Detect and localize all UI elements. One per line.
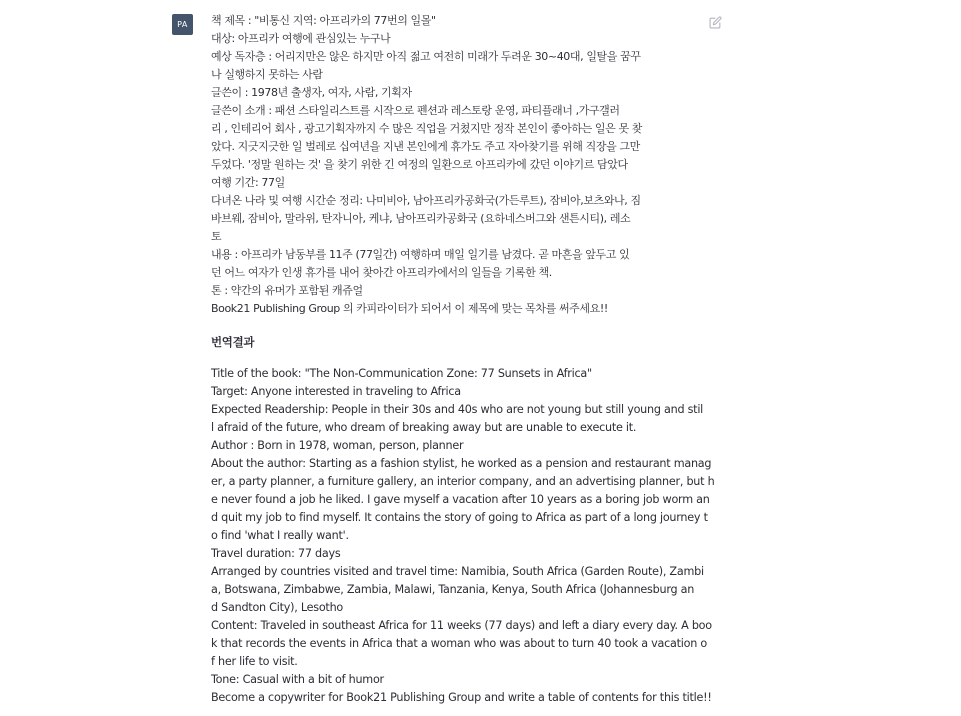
message-line: 나 실행하지 못하는 사람 [211, 68, 323, 81]
message-line: 두었다. '정말 원하는 것' 을 찾기 위한 긴 여정의 일환으로 아프리카에 갔던 이야기르 담았다 [211, 158, 628, 171]
message-line: 책 제목 : "비통신 지역: 아프리카의 77번의 일몰" [211, 14, 436, 27]
message-line: 여행 기간: 77일 [211, 176, 285, 189]
message-line: 글쓴이 : 1978년 출생자, 여자, 사람, 기획자 [211, 86, 412, 99]
message-line: 았다. 지긋지긋한 일 벌레로 십여년을 지낸 본인에게 휴가도 주고 자아찾기를 위해 직장을 그만 [211, 140, 640, 153]
message-line: Book21 Publishing Group 의 카피라이터가 되어서 이 제목에 맞는 목차를 써주세요!! [211, 302, 608, 315]
message-line: d quit my job to find myself. It contains the story of going to Africa as part of a long journey t [211, 511, 708, 524]
message-line: Title of the book: "The Non-Communication Zone: 77 Sunsets in Africa" [211, 367, 592, 380]
message-line: Arranged by countries visited and travel time: Namibia, South Africa (Garden Route), Zambi [211, 565, 704, 578]
message-line: d Sandton City), Lesotho [211, 601, 344, 614]
message-line: o find 'what I really want'. [211, 529, 349, 542]
message-line: 바브웨, 잠비아, 말라위, 탄자니아, 케냐, 남아프리카공화국 (요하네스버그와 샌튼시티), 레소 [211, 212, 631, 225]
message-line: er, a party planner, a furniture gallery, an interior company, and an advertising planner, but h [211, 475, 715, 488]
translation-result-heading: 번역결과 [211, 335, 255, 349]
english-translation-text [211, 365, 715, 707]
message-line: Tone: Casual with a bit of humor [211, 673, 384, 686]
message-line: 던 어느 여자가 인생 휴가를 내어 찾아간 아프리카에서의 일들을 기록한 책. [211, 266, 552, 279]
message-line: Become a copywriter for Book21 Publishing Group and write a table of contents for this title!! [211, 691, 712, 704]
user-message-body [211, 12, 715, 707]
message-line: l afraid of the future, who dream of breaking away but are unable to execute it. [211, 421, 637, 434]
message-line: About the author: Starting as a fashion stylist, he worked as a pension and restaurant manag [211, 457, 712, 470]
message-line: f her life to visit. [211, 655, 298, 668]
message-line: 토 [211, 230, 222, 243]
message-line: Author : Born in 1978, woman, person, planner [211, 439, 464, 452]
message-line: Expected Readership: People in their 30s and 40s who are not young but still young and stil [211, 403, 704, 416]
message-line: 내용 : 아프리카 남동부를 11주 (77일간) 여행하며 매일 일기를 남겼다. 곧 마흔을 앞두고 있 [211, 248, 630, 261]
message-line: 글쓴이 소개 : 패션 스타일리스트를 시작으로 펜션과 레스토랑 운영, 파티플래너 ,가구갤러 [211, 104, 620, 117]
message-line: Target: Anyone interested in traveling to Africa [211, 385, 461, 398]
message-line: 리 , 인테리어 회사 , 광고기획자까지 수 많은 직업을 거쳤지만 정작 본인이 좋아하는 일은 못 찾 [211, 122, 643, 135]
user-avatar: PA [172, 14, 193, 35]
message-line: 톤 : 약간의 유머가 포함된 캐쥬얼 [211, 284, 363, 297]
message-line: 대상: 아프리카 여행에 관심있는 누구나 [211, 32, 391, 45]
message-line: a, Botswana, Zimbabwe, Zambia, Malawi, Tanzania, Kenya, South Africa (Johannesburg an [211, 583, 695, 596]
edit-message-icon[interactable] [709, 16, 722, 29]
message-line: 다녀온 나라 및 여행 시간순 정리: 나미비아, 남아프리카공화국(가든루트), 잠비아,보츠와나, 짐 [211, 194, 641, 207]
message-line: Content: Traveled in southeast Africa for 11 weeks (77 days) and left a diary every day. A boo [211, 619, 712, 632]
message-line: Travel duration: 77 days [211, 547, 341, 560]
message-line: e never found a job he liked. I gave myself a vacation after 10 years as a boring job worm an [211, 493, 710, 506]
message-line: 예상 독자층 : 어리지만은 않은 하지만 아직 젊고 여전히 미래가 두려운 30~40대, 일탈을 꿈꾸 [211, 50, 641, 63]
korean-prompt-text [211, 12, 703, 318]
message-line: k that records the events in Africa that a woman who was about to turn 40 took a vacation o [211, 637, 707, 650]
